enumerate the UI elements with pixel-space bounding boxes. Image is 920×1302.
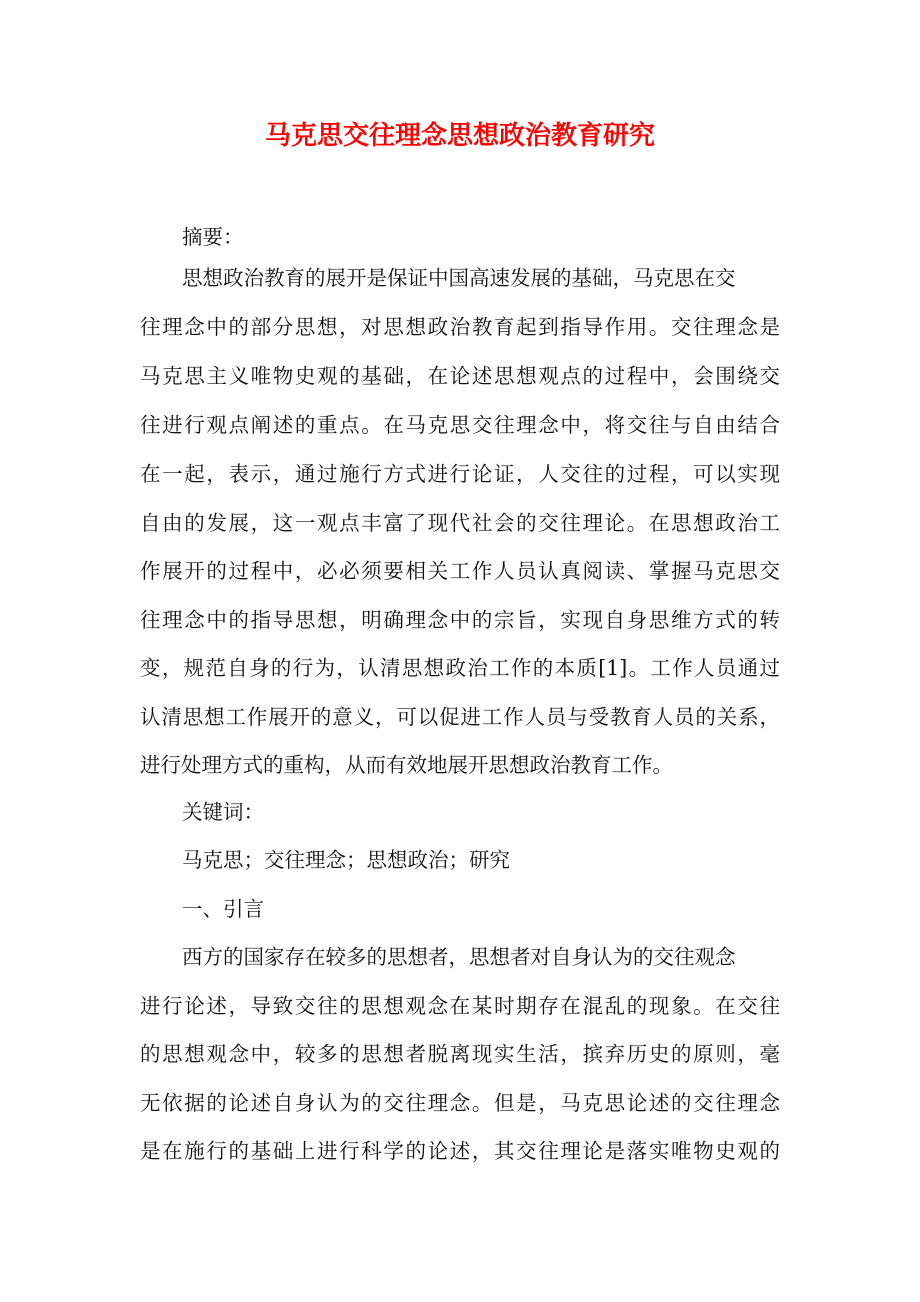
abstract-line: 自由的发展，这一观点丰富了现代社会的交往理论。在思想政治工 [140,511,780,535]
abstract-label: 摘要： [182,225,244,249]
abstract-line: 认清思想工作展开的意义，可以促进工作人员与受教育人员的关系， [140,705,780,729]
abstract-line: 往理念中的指导思想，明确理念中的宗旨，实现自身思维方式的转 [140,608,780,632]
abstract-line: 作展开的过程中，必必须要相关工作人员认真阅读、掌握马克思交 [140,559,780,583]
abstract-line: 往理念中的部分思想，对思想政治教育起到指导作用。交往理念是 [140,315,780,339]
abstract-line: 思想政治教育的展开是保证中国高速发展的基础，马克思在交 [182,266,736,290]
document-title: 马克思交往理念思想政治教育研究 [264,121,655,151]
abstract-line: 马克思主义唯物史观的基础，在论述思想观点的过程中，会围绕交 [140,364,780,388]
keywords-label: 关键词： [182,800,264,824]
intro-line: 的思想观念中，较多的思想者脱离现实生活，摈弃历史的原则，毫 [140,1042,780,1066]
abstract-line: 在一起，表示，通过施行方式进行论证，人交往的过程，可以实现 [140,462,780,486]
keywords-list: 马克思；交往理念；思想政治；研究 [182,848,510,872]
intro-line: 进行论述，导致交往的思想观念在某时期存在混乱的现象。在交往 [140,994,780,1018]
abstract-line: 进行处理方式的重构，从而有效地展开思想政治教育工作。 [140,753,673,777]
abstract-line: 变，规范自身的行为，认清思想政治工作的本质[1]。工作人员通过 [140,656,780,680]
intro-line: 西方的国家存在较多的思想者，思想者对自身认为的交往观念 [182,945,736,969]
abstract-line: 往进行观点阐述的重点。在马克思交往理念中，将交往与自由结合 [140,413,780,437]
section-heading: 一、引言 [182,897,264,921]
intro-line: 无依据的论述自身认为的交往理念。但是，马克思论述的交往理念 [140,1091,780,1115]
intro-line: 是在施行的基础上进行科学的论述，其交往理论是落实唯物史观的 [140,1139,780,1163]
